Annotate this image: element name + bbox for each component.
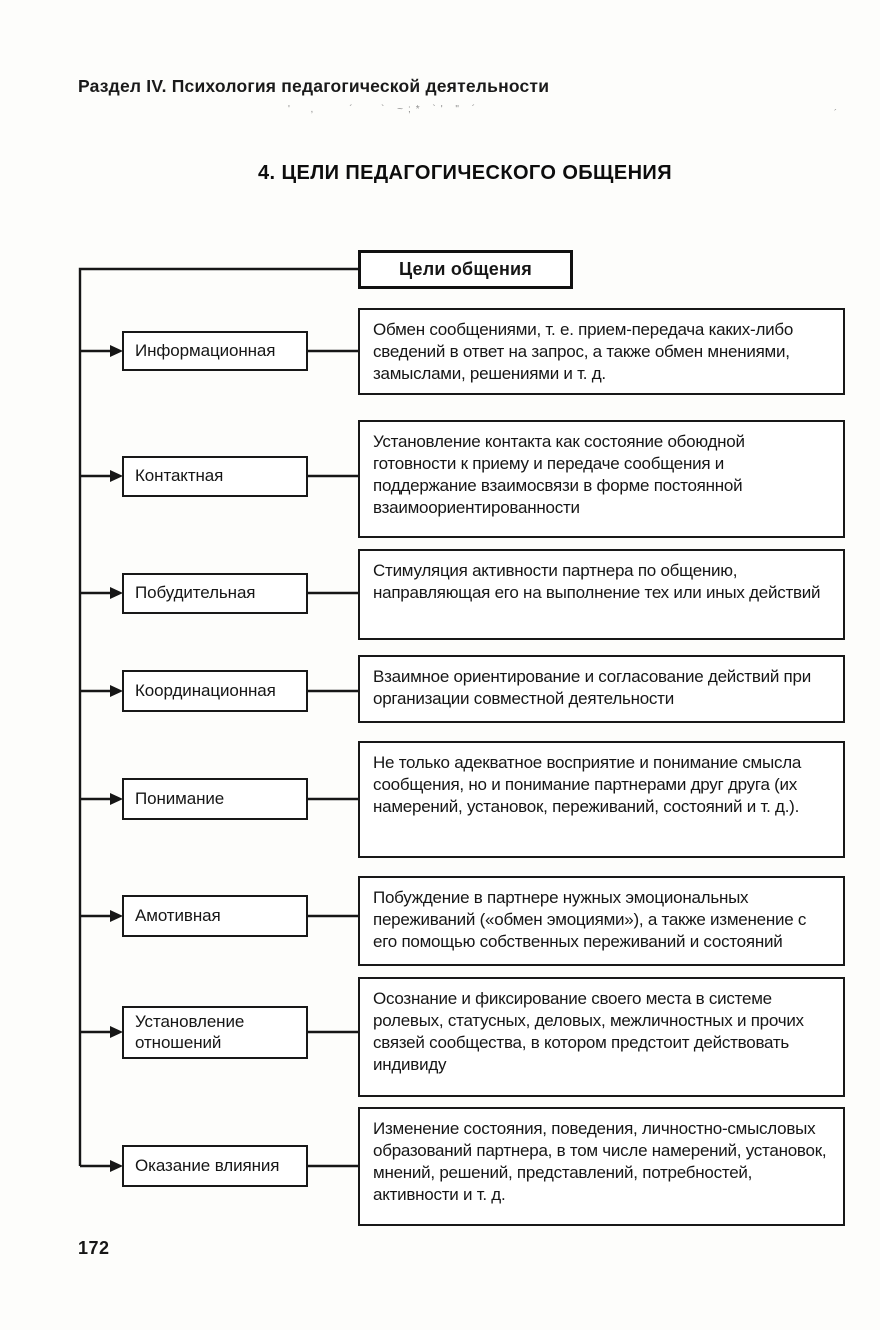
branch-3-description-box: Стимуляция активности партнера по общению, направляющая его на выполнение тех или иных действий [358,549,845,640]
branch-1-description-box: Обмен сообщениями, т. е. прием-передача каких-либо сведений в ответ на запрос, а также обмен мнениями, замыслами, решениями и т. д. [358,308,845,395]
branch-7-label-box: Установление отношений [122,1006,308,1059]
branch-5-description-box: Не только адекватное восприятие и понимание смысла сообщения, но и понимание партнерами друг друга (их намерений, установок, переживаний, состояний и т. д.). [358,741,845,858]
root-node-box: Цели общения [358,250,573,289]
branch-1-label-box: Информационная [122,331,308,371]
branch-3-label-box: Побудительная [122,573,308,614]
branch-8-label-box: Оказание влияния [122,1145,308,1187]
page-title: 4. ЦЕЛИ ПЕДАГОГИЧЕСКОГО ОБЩЕНИЯ [258,162,672,184]
branch-6-label-box: Амотивная [122,895,308,937]
branch-2-label-box: Контактная [122,456,308,497]
branch-4-label-box: Координационная [122,670,308,712]
branch-8-description-box: Изменение состояния, поведения, личностно-смысловых образований партнера, в том числе намерений, установок, мнений, решений, представлений, потребностей, активности и т. д. [358,1107,845,1226]
section-header: Раздел IV. Психология педагогической деятельности [78,76,550,96]
scan-noise-dot: ´ [834,108,837,118]
page-number: 172 [78,1238,110,1258]
branch-7-description-box: Осознание и фиксирование своего места в системе ролевых, статусных, деловых, межличностных и прочих связей сообщества, в котором предстоит действовать индивиду [358,977,845,1097]
branch-2-description-box: Установление контакта как состояние обоюдной готовности к приему и передаче сообщения и поддержание взаимосвязи в форме постоянной взаимоориентированности [358,420,845,538]
branch-4-description-box: Взаимное ориентирование и согласование действий при организации совместной деятельности [358,655,845,723]
scan-noise: ' , ´ ` ~;* `' " ´ [288,104,481,115]
branch-6-description-box: Побуждение в партнере нужных эмоциональных переживаний («обмен эмоциями»), а также изменение с его помощью собственных переживаний и состояний [358,876,845,966]
branch-5-label-box: Понимание [122,778,308,820]
